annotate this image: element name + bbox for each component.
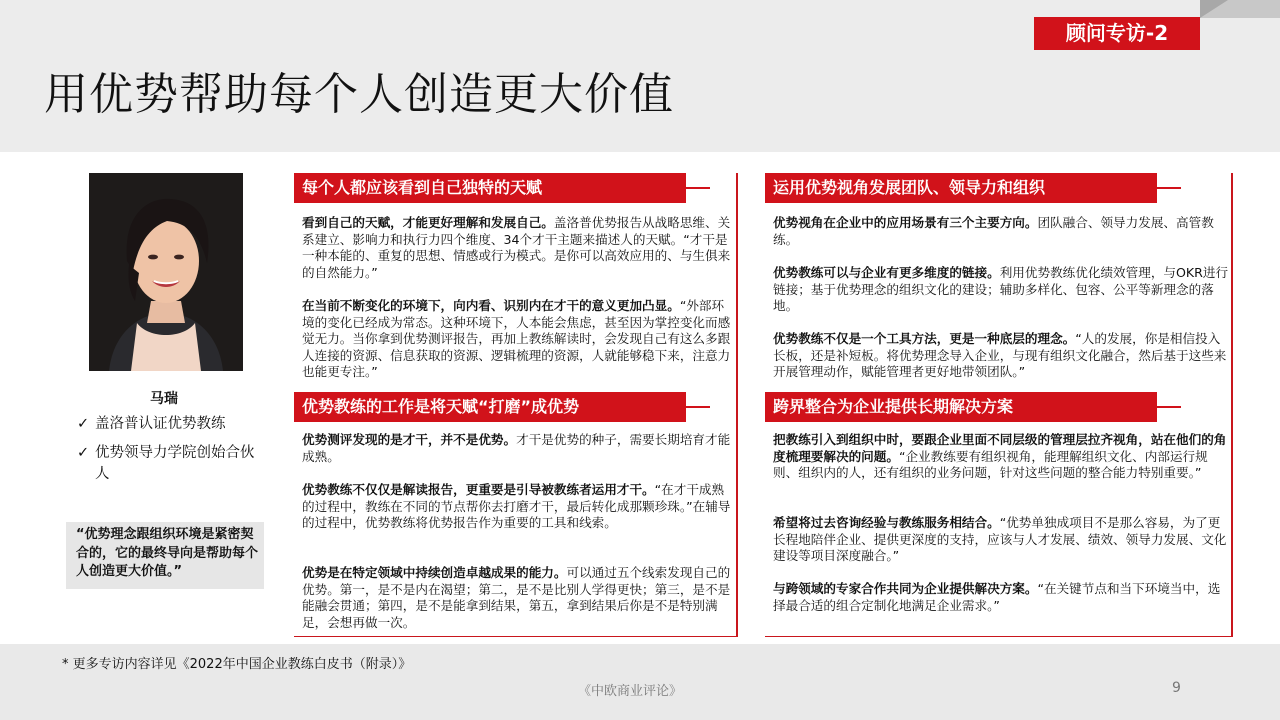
section-title: 运用优势视角发展团队、领导力和组织	[765, 173, 1157, 203]
checkmark-icon: ✓	[77, 445, 90, 461]
section-title: 优势教练的工作是将天赋“打磨”成优势	[294, 392, 686, 422]
paragraph-body: “在才干成熟的过程中，教练在不同的节点帮你去打磨才干，最后转化成那颗珍珠。”在辅导的过程中，优势教练将优势报告作为重要的工具和线索。	[302, 482, 731, 531]
credential-item	[77, 443, 267, 485]
paragraph-body: “外部环境的变化已经成为常态。这种环境下，人本能会焦虑，甚至因为掌控变化而感觉无力。当你拿到优势测评报告，再加上教练解读时，会发现自己有这么多跟人连接的资源、信息获取的资源、逻辑梳理的资源，人就能够稳下来，注意力也能更专注。”	[302, 298, 731, 380]
portrait-illustration	[89, 173, 243, 371]
paragraph-body: 团队融合、领导力发展、高管教练。	[773, 215, 1214, 247]
paragraph-body: “企业教练要有组织视角，能理解组织文化、内部运行规则、组织内的人，还有组织的业务问题，针对这些问题的整合能力特别重要。”	[773, 448, 1208, 481]
paragraph-lead: 看到自己的天赋，才能更好理解和发展自己。	[302, 215, 554, 230]
paragraph-body: 可以通过五个线索发现自己的优势。第一，是不是内在渴望；第二，是不是比别人学得更快；第三，是不是能融会贯通；第四，是不是能拿到结果，第五，拿到结果后你是不是特别满足，会想再做一次。	[302, 565, 731, 630]
section-title: 跨界整合为企业提供长期解决方案	[765, 392, 1157, 422]
paragraph	[302, 298, 734, 381]
paragraph-body: “优势单独成项目不是那么容易，为了更长程地陪伴企业、提供更深度的支持，应该与人才发展、绩效、领导力发展、文化建设等项目深度融合。”	[773, 515, 1227, 564]
corner-decoration	[1200, 0, 1280, 18]
paragraph-lead: 优势教练可以与企业有更多维度的链接。	[773, 265, 1000, 280]
paragraph-body: 利用优势教练优化绩效管理，与OKR进行链接；基于优势理念的组织文化的建设；辅助多样化、包容、公平等新理念的落地。	[773, 265, 1229, 314]
paragraph-lead: 优势教练不仅仅是解读报告，更重要是引导被教练者运用才干。	[302, 482, 655, 497]
person-name: 马瑞	[150, 391, 178, 407]
source-label: 《中欧商业评论》	[578, 684, 683, 699]
paragraph	[302, 215, 734, 281]
paragraph	[773, 515, 1229, 565]
paragraph-body: “在关键节点和当下环境当中，选择最合适的组合定制化地满足企业需求。”	[773, 581, 1221, 613]
section-title: 每个人都应该看到自己独特的天赋	[294, 173, 686, 203]
paragraph	[773, 331, 1229, 381]
paragraph	[302, 482, 734, 532]
paragraph-lead: 在当前不断变化的环境下，向内看、识别内在才干的意义更加凸显。	[302, 298, 680, 313]
paragraph-body: 才干是优势的种子，需要长期培育才能成熟。	[302, 432, 731, 464]
right-column	[765, 173, 1233, 637]
paragraph-lead: 优势视角在企业中的应用场景有三个主要方向。	[773, 215, 1038, 230]
paragraph	[302, 565, 734, 631]
paragraph-body: “人的发展，你是相信投入长板，还是补短板。将优势理念导入企业，与现有组织文化融合，然后基于这些来开展管理动作，赋能管理者更好地带领团队。”	[773, 331, 1227, 380]
paragraph-lead: 与跨领域的专家合作共同为企业提供解决方案。	[773, 581, 1038, 596]
page-title: 用优势帮助每个人创造更大价值	[44, 69, 674, 120]
section-tag: 顾问专访-2	[1034, 17, 1200, 50]
paragraph	[773, 215, 1229, 248]
credential-text: 盖洛普认证优势教练	[95, 416, 226, 432]
credential-text: 优势领导力学院创始合伙人	[95, 445, 255, 482]
paragraph	[773, 265, 1229, 315]
paragraph-lead: 优势是在特定领域中持续创造卓越成果的能力。	[302, 565, 567, 580]
paragraph	[773, 581, 1229, 614]
quote-box: “优势理念跟组织环境是紧密契合的，它的最终导向是帮助每个人创造更大价值。”	[66, 522, 264, 589]
paragraph	[302, 432, 734, 465]
footnote: * 更多专访内容详见《2022年中国企业教练白皮书（附录）》	[62, 657, 412, 672]
portrait-photo	[89, 173, 243, 371]
paragraph-lead: 优势测评发现的是才干，并不是优势。	[302, 432, 517, 447]
page-number: 9	[1172, 680, 1181, 696]
credential-item	[77, 414, 226, 435]
paragraph	[773, 432, 1229, 482]
left-column	[294, 173, 738, 637]
paragraph-body: 盖洛普优势报告从战略思维、关系建立、影响力和执行力四个维度、34个才干主题来描述人的天赋。“才干是一种本能的、重复的思想、情感或行为模式。是你可以高效应用的、与生俱来的自然能力。”	[302, 215, 731, 280]
paragraph-lead: 把教练引入到组织中时，要跟企业里面不同层级的管理层拉齐视角，站在他们的角度梳理要解决的问题。	[773, 432, 1227, 464]
paragraph-lead: 优势教练不仅是一个工具方法，更是一种底层的理念。	[773, 331, 1076, 346]
checkmark-icon: ✓	[77, 416, 90, 432]
paragraph-lead: 希望将过去咨询经验与教练服务相结合。	[773, 515, 1000, 530]
